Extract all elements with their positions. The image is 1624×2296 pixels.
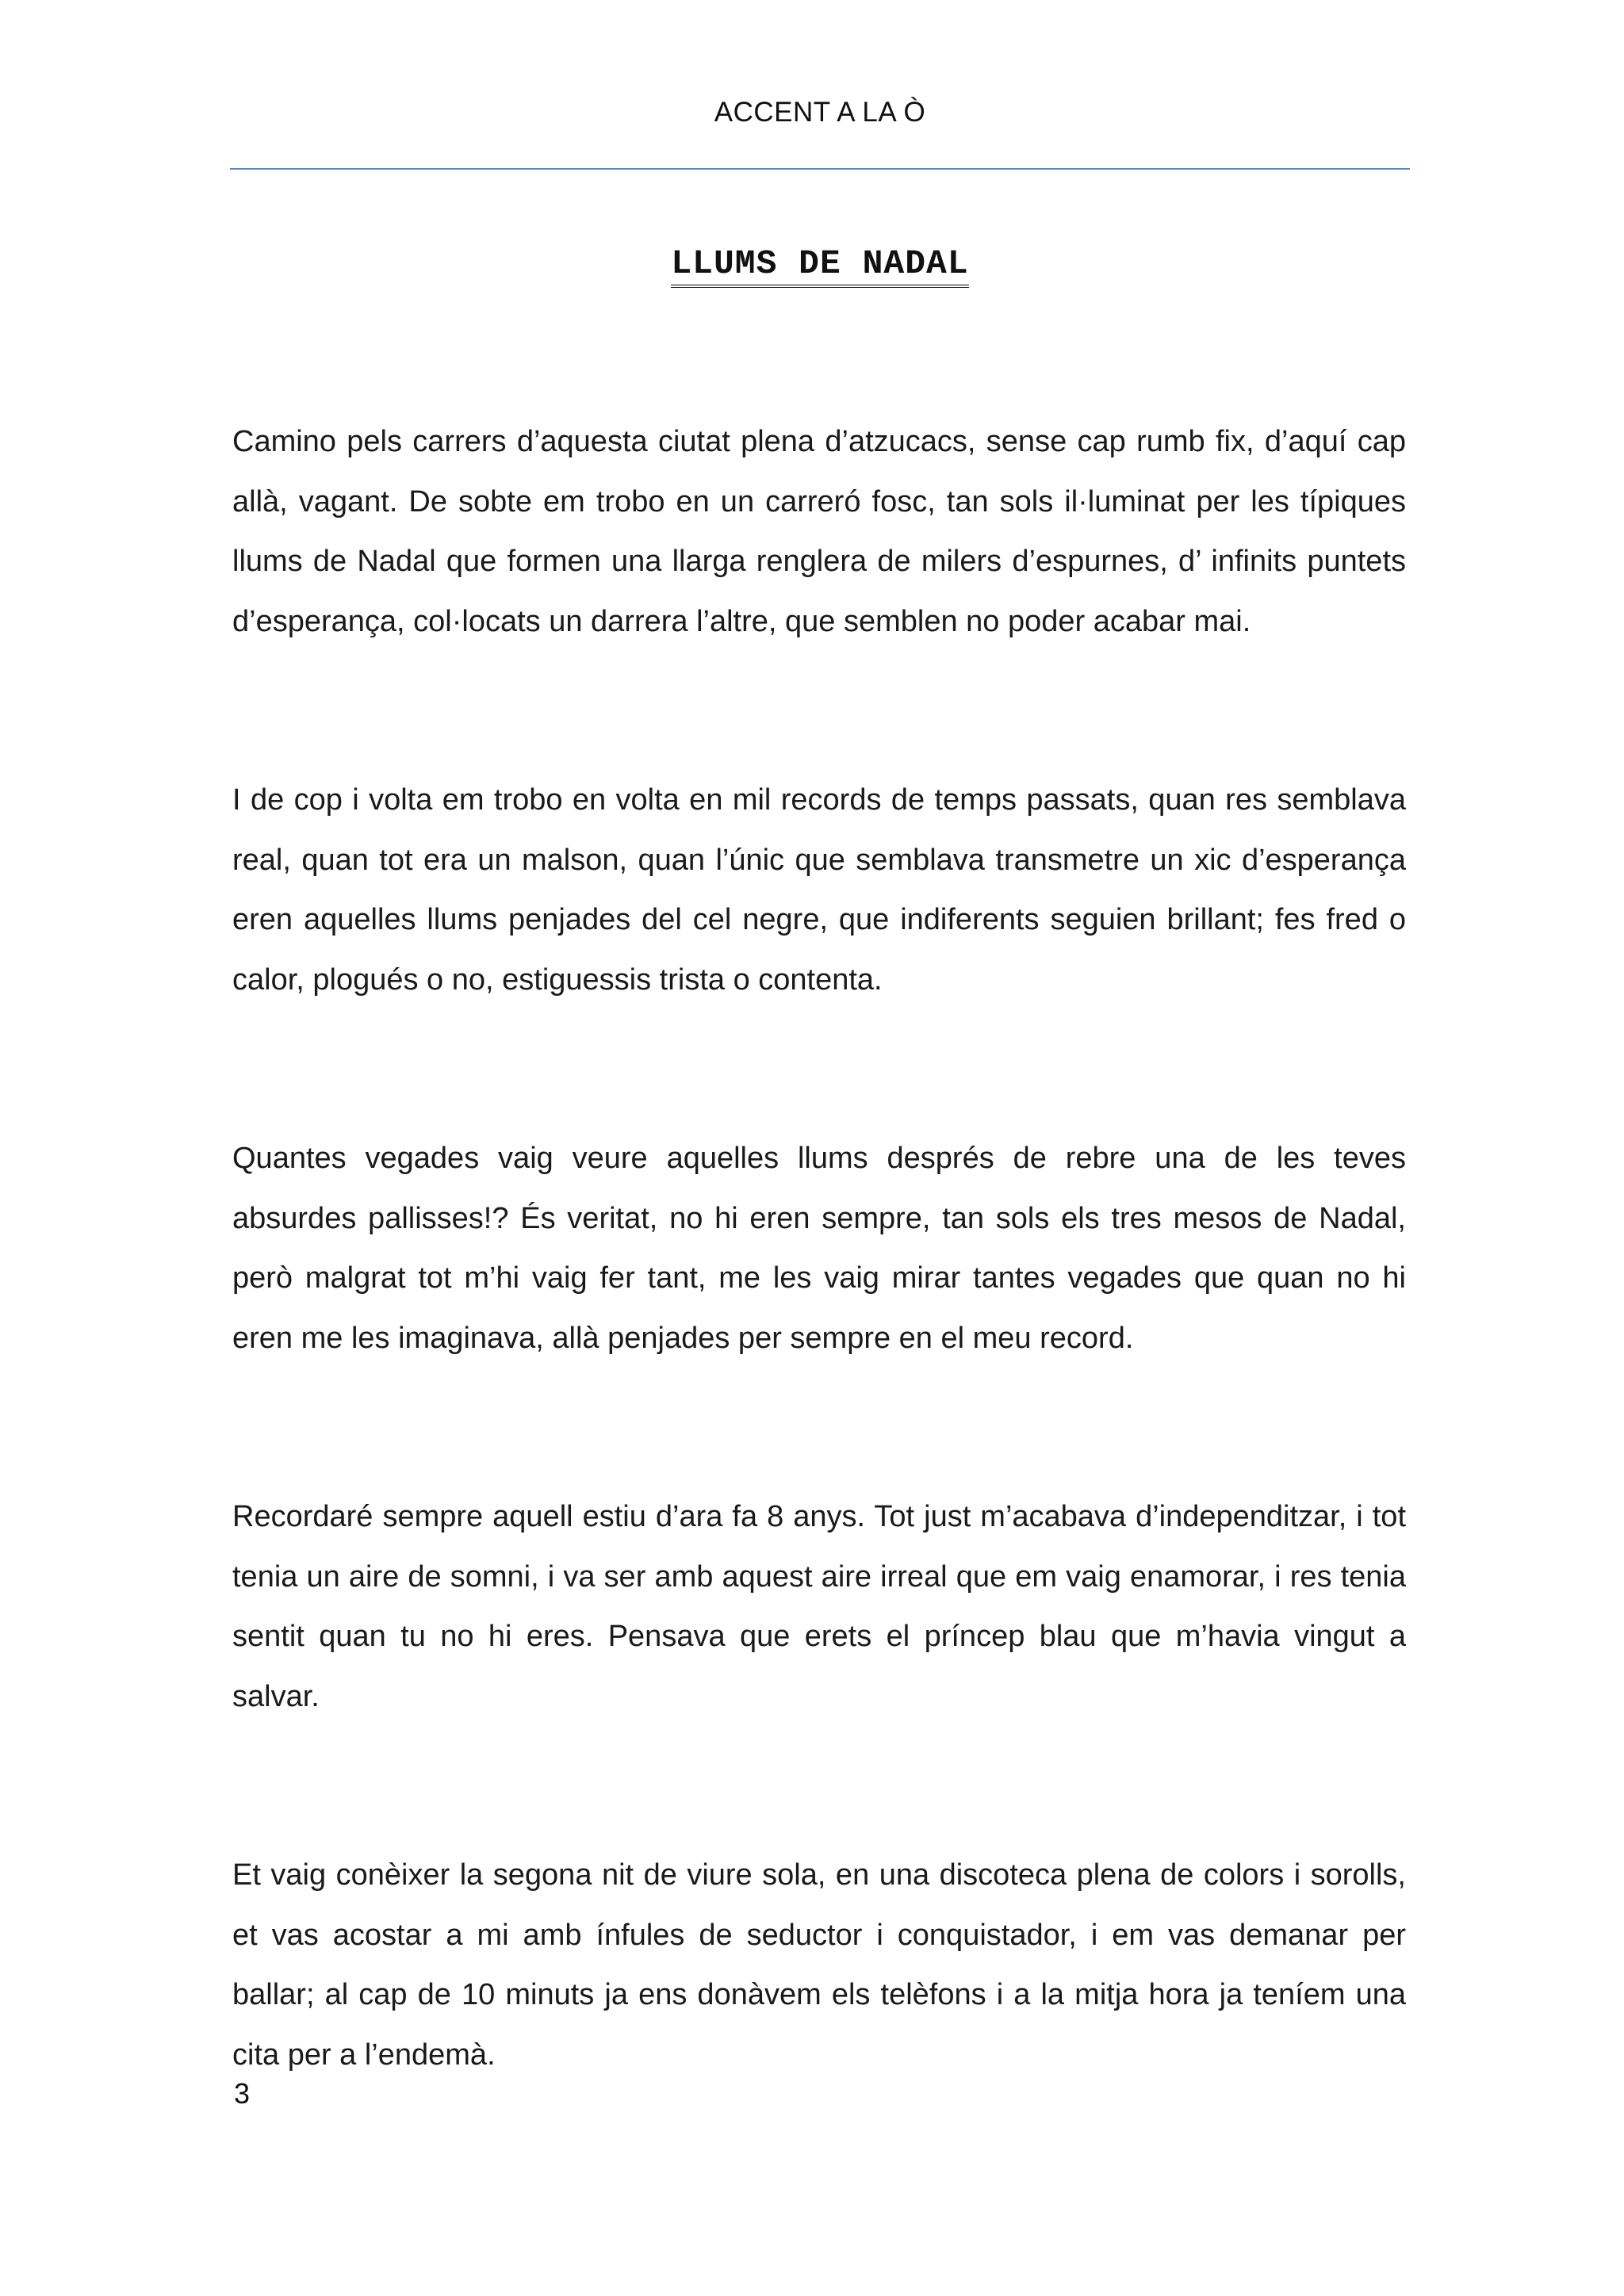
paragraph-4: Recordaré sempre aquell estiu d’ara fa 8 anys. Tot just m’acabava d’independitzar, i tot tenia un aire de somni, i va ser amb aquest aire irreal que em vaig enamorar, i res tenia sentit quan tu no hi eres. Pensava que erets el príncep blau que m’havia vingut a salvar. [232, 1500, 1406, 1713]
body-text [232, 412, 1406, 2204]
header-divider [230, 168, 1410, 170]
running-header: ACCENT A LA Ò [714, 97, 926, 128]
paragraph-2: I de cop i volta em trobo en volta en mil records de temps passats, quan res semblava real, quan tot era un malson, quan l’únic que semblava transmetre un xic d’esperança eren aquelles llums penjades del cel negre, que indiferents seguien brillant; fes fred o calor, plogués o no, estiguessis trista o contenta. [232, 783, 1406, 997]
paragraph-3: Quantes vegades vaig veure aquelles llums després de rebre una de les teves absurdes pallisses!? És veritat, no hi eren sempre, tan sols els tres mesos de Nadal, però malgrat tot m’hi vaig fer tant, me les vaig mirar tantes vegades que quan no hi eren me les imaginava, allà penjades per sempre en el meu record. [232, 1142, 1406, 1355]
paragraph-1: Camino pels carrers d’aquesta ciutat plena d’atzucacs, sense cap rumb fix, d’aquí cap allà, vagant. De sobte em trobo en un carreró fosc, tan sols il·luminat per les típiques llums de Nadal que formen una llarga renglera de milers d’espurnes, d’ infinits puntets d’esperança, col·locats un darrera l’altre, que semblen no poder acabar mai. [232, 425, 1406, 638]
page-number: 3 [234, 2077, 251, 2110]
document-title-text: LLUMS DE NADAL [671, 244, 968, 288]
document-title [230, 244, 1410, 283]
paragraph-5: Et vaig conèixer la segona nit de viure sola, en una discoteca plena de colors i sorolls, et vas acostar a mi amb ínfules de seductor i conquistador, i em vas demanar per ballar; al cap de 10 minuts ja ens donàvem els telèfons i a la mitja hora ja teníem una cita per a l’endemà. [232, 1858, 1406, 2072]
